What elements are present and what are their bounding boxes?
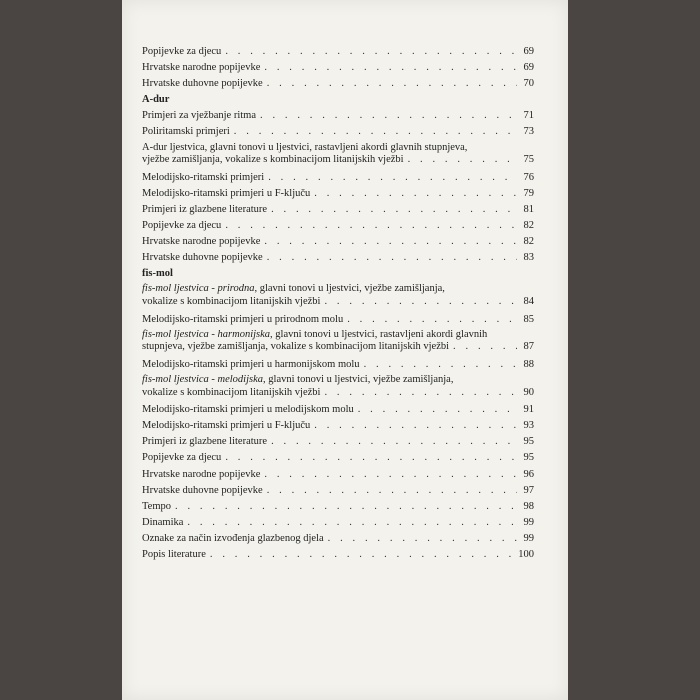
toc-entry-italic: fis-mol ljestvica - melodijska [142,373,264,385]
toc-entry[interactable] [142,402,534,418]
toc-entry-italic: fis-mol ljestvica - prirodna [142,283,255,295]
dot-leader [271,434,517,450]
toc-entry-text: stupnjeva, vježbe zamišljanja, vokalize s kombinacijom litanijskih vježbi [142,341,450,353]
toc-entry[interactable] [142,250,534,266]
dot-leader [264,467,517,483]
toc-entry-title: Hrvatske duhovne popijevke [142,78,263,90]
dot-leader [210,547,515,563]
toc-entry[interactable] [142,234,534,250]
toc-entry-text: vokalize s kombinacijom litanijskih vježbi [142,386,321,398]
toc-entry[interactable] [142,467,534,483]
toc-entry-page: 96 [523,468,534,480]
toc-entry[interactable] [142,170,534,186]
dot-leader [324,296,517,309]
toc-entry-last-line [142,387,534,400]
toc-entry-page: 100 [518,549,534,560]
toc-entry-page: 71 [523,110,534,122]
toc-entry-page: 91 [523,404,534,416]
toc-entry-title: Melodijsko-ritamski primjeri u harmonijskom molu [142,358,360,370]
dot-leader [234,124,517,140]
book-page [122,0,568,700]
dot-leader [267,483,517,499]
dot-leader [225,44,517,60]
toc-entry-last-line [142,296,534,309]
toc-entry[interactable] [142,450,534,466]
dot-leader [408,154,517,167]
toc-entry-title: Melodijsko-ritamski primjeri u F-ključu [142,420,311,432]
toc-entry[interactable] [142,483,534,499]
toc-entry-title: Oznake za način izvođenja glazbenog djela [142,532,324,544]
toc-entry-text: , glavni tonovi u ljestvici, vježbe zamišljanja, [254,283,445,295]
toc-entry-title: Primjeri iz glazbene literature [142,436,268,448]
toc-entry-title: Popijevke za djecu [142,220,222,232]
toc-entry-italic: fis-mol ljestvica - harmonijska [142,328,271,340]
toc-entry-line [142,329,534,342]
dot-leader [347,312,517,328]
toc-entry[interactable] [142,76,534,92]
toc-entry-page: 98 [523,500,534,512]
toc-entry[interactable] [142,282,534,311]
toc-entry-title: Melodijsko-ritamski primjeri u prirodnom molu [142,313,344,325]
toc-entry-title: Poliritamski primjeri [142,126,230,138]
dot-leader [328,531,517,547]
toc-entry[interactable] [142,547,534,563]
toc-entry-line [142,283,534,296]
dot-leader [268,170,517,186]
toc-entry-page: 69 [523,46,534,57]
toc-entry-page: 87 [523,341,534,353]
toc-entry-page: 82 [523,220,534,232]
toc-entry-title: Melodijsko-ritamski primjeri [142,171,265,183]
dot-leader [364,357,517,373]
toc-entry[interactable] [142,124,534,140]
toc-entry[interactable] [142,434,534,450]
toc-entry-page: 99 [523,532,534,544]
dot-leader [271,202,517,218]
toc-entry[interactable] [142,186,534,202]
dot-leader [187,515,517,531]
toc-entry-title: Hrvatske duhovne popijevke [142,252,263,264]
toc-entry[interactable] [142,328,534,357]
toc-entry-page: 90 [523,386,534,398]
dot-leader [225,450,517,466]
toc-entry-title: Dinamika [142,516,184,528]
toc-entry-text: , glavni tonovi u ljestvici, rastavljeni akordi glavnih [270,328,488,340]
toc-entry-title: Popis literature [142,549,206,560]
toc-entry[interactable] [142,357,534,373]
toc-entry-page: 85 [523,313,534,325]
toc-entry-page: 75 [523,154,534,166]
toc-entry-page: 81 [523,203,534,215]
toc-entry[interactable] [142,108,534,124]
toc-entry-page: 70 [523,78,534,90]
dot-leader [267,76,517,92]
toc-entry-last-line [142,154,534,167]
toc-entry-page: 76 [523,171,534,183]
toc-entry[interactable] [142,312,534,328]
toc-entry-page: 97 [523,484,534,496]
toc-entry-line [142,142,534,155]
dot-leader [324,387,517,400]
toc-entry-text: , glavni tonovi u ljestvici, vježbe zamišljanja, [263,373,454,385]
dot-leader [267,250,517,266]
toc-entry[interactable] [142,60,534,76]
toc-entry-text: vježbe zamišljanja, vokalize s kombinacijom litanijskih vježbi [142,154,404,166]
toc-entry-page: 95 [523,436,534,448]
table-of-contents [142,44,534,563]
toc-entry-title: Hrvatske narodne popijevke [142,236,261,248]
toc-entry-last-line [142,341,534,354]
toc-entry-page: 73 [523,126,534,138]
section-heading: fis-mol [142,268,173,280]
toc-entry-title: Tempo [142,500,172,512]
toc-entry[interactable] [142,141,534,170]
toc-entry-title: Popijevke za djecu [142,46,222,57]
toc-entry-title: Hrvatske duhovne popijevke [142,484,263,496]
dot-leader [264,234,517,250]
toc-entry-page: 79 [523,187,534,199]
toc-entry[interactable] [142,418,534,434]
dot-leader [225,218,517,234]
toc-entry[interactable] [142,515,534,531]
toc-entry-title: Popijevke za djecu [142,452,222,464]
toc-entry-title: Hrvatske narodne popijevke [142,468,261,480]
dot-leader [314,186,517,202]
toc-entry[interactable] [142,499,534,515]
toc-entry-page: 93 [523,420,534,432]
toc-entry-page: 82 [523,236,534,248]
toc-entry-page: 88 [523,358,534,370]
toc-entry[interactable] [142,373,534,402]
toc-entry-title: Melodijsko-ritamski primjeri u F-ključu [142,187,311,199]
toc-entry[interactable] [142,44,534,60]
toc-entry-page: 69 [523,62,534,74]
toc-entry-line [142,374,534,387]
dot-leader [264,60,517,76]
section-heading: A-dur [142,94,170,106]
dot-leader [175,499,517,515]
toc-entry[interactable] [142,202,534,218]
toc-entry-title: Hrvatske narodne popijevke [142,62,261,74]
toc-entry[interactable] [142,531,534,547]
toc-entry[interactable] [142,218,534,234]
toc-entry-page: 83 [523,252,534,264]
toc-entry-page: 95 [523,452,534,464]
dot-leader [260,108,517,124]
dot-leader [314,418,517,434]
toc-entry-title: Melodijsko-ritamski primjeri u melodijskom molu [142,404,354,416]
toc-entry-title: Primjeri za vježbanje ritma [142,110,256,122]
toc-entry-text: A-dur ljestvica, glavni tonovi u ljestvici, rastavljeni akordi glavnih stupnjeva, [142,141,468,153]
toc-entry-title: Primjeri iz glazbene literature [142,203,268,215]
dot-leader [453,341,517,354]
toc-entry-page: 84 [523,296,534,307]
toc-entry-text: vokalize s kombinacijom litanijskih vježbi [142,296,321,307]
toc-entry-page: 99 [523,516,534,528]
dot-leader [358,402,517,418]
